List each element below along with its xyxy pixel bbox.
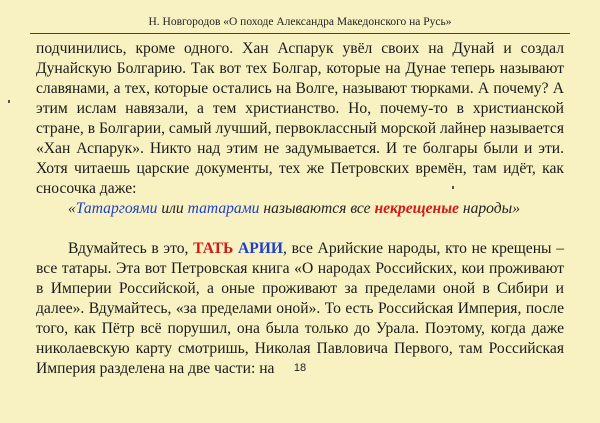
page-number: 18 [293, 362, 307, 374]
scan-speck [8, 100, 10, 103]
quote-open: « [68, 200, 76, 217]
quote-word-tatargoi: Татаргоями [75, 200, 158, 217]
quote-line [36, 199, 564, 219]
quote-middle-1: или [157, 200, 188, 217]
quote-end: народы» [458, 200, 521, 217]
paragraph-1: подчинились, кроме одного. Хан Аспарук увёл своих на Дунай и создал Дунайскую Болгарию. Так вот тех Болгар, которые на Дунае теперь называют славянами, а тех, которые остались на Волге, называют тюрками. А почему? А этим ислам навязали, а тем христианство. Но, почему-то в христианской стране, в Болгарии, самый лучший, первоклассный морской лайнер называется «Хан Аспарук». Никто над этим не задумывается. И те болгары были и эти. Хотя читаешь царские документы, тех же Петровских времён, там идёт, как сносочка даже: [36, 40, 564, 197]
paragraph-2-lead: Вдумайтесь в это, [68, 240, 194, 257]
highlight-tat: ТАТЬ [193, 240, 234, 257]
quote-word-nekreshchenye: некрещеные [374, 200, 459, 217]
quote-middle-2: называются все [259, 200, 375, 217]
paragraph-2 [36, 239, 564, 379]
text-body [36, 39, 564, 379]
paragraph-2-rest: , все Арийские народы, кто не крещены – все татары. Эта вот Петровская книга «О народах Российских, кои проживают в Империи Российской, а оные проживают за пределами оной в Сибири и далее». Вдумайтесь, «за пределами оной». То есть Российская Империя, после того, как Пётр всё порушил, она была только до Урала. Поэтому, когда даже николаевскую карту смотришь, Николая Павловича Первого, там Российская Империя разделена на две части: на [36, 240, 564, 377]
highlight-arii: АРИИ [237, 240, 284, 257]
running-header: Н. Новгородов «О походе Александра Македонского на Русь» [148, 16, 452, 28]
header-rule [30, 33, 570, 34]
quote-word-tatary: татарами [187, 200, 260, 217]
